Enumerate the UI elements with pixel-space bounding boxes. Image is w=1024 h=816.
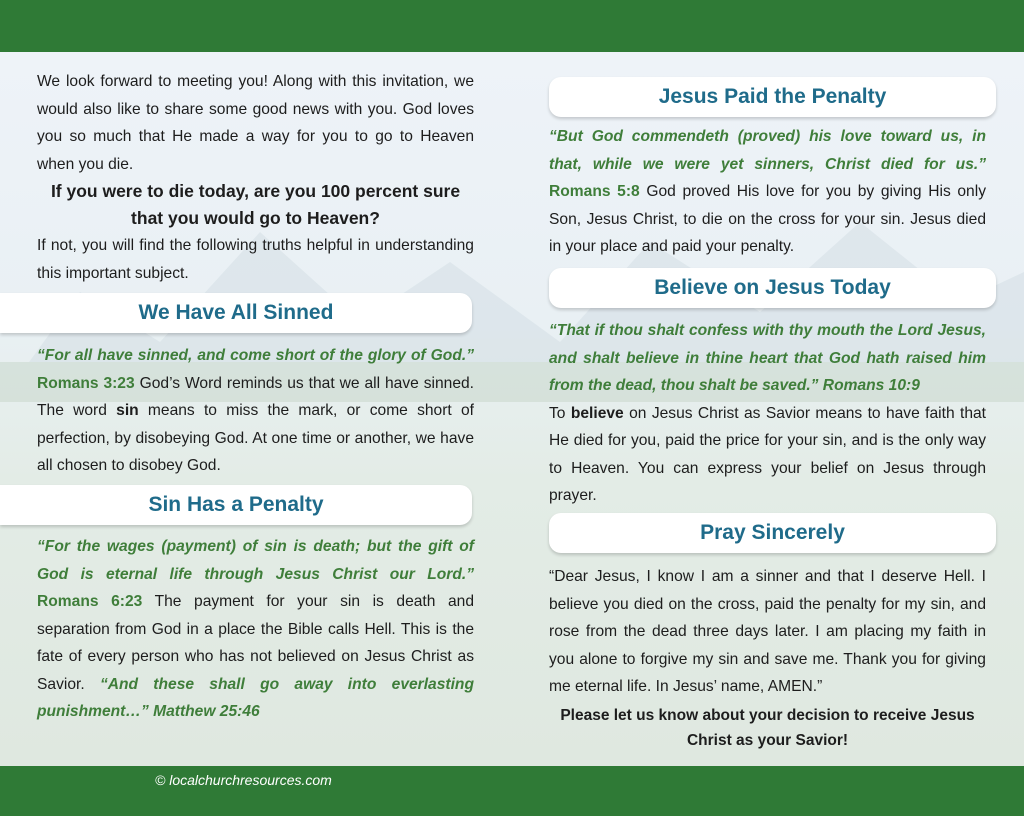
intro-block bbox=[37, 68, 474, 287]
section-heading-believe: Believe on Jesus Today bbox=[549, 268, 996, 308]
section-heading-sinned: We Have All Sinned bbox=[0, 293, 472, 333]
copyright-text: © localchurchresources.com bbox=[155, 772, 332, 788]
body-text: on Jesus Christ as Savior means to have faith that He died for you, paid the price for your sin, and is the only way to Heaven. You can express your belief on Jesus through prayer. bbox=[549, 404, 986, 504]
body-text: God’s Word reminds us that we all have sinned. The word bbox=[37, 374, 474, 419]
scripture-quote: “That if thou shalt confess with thy mouth the Lord Jesus, and shalt believe in thine heart that God hath raised him from the dead, thou shalt be saved.” Romans 10:9 bbox=[549, 322, 986, 394]
section-heading-penalty: Sin Has a Penalty bbox=[0, 485, 472, 525]
scripture-reference: Romans 5:8 bbox=[549, 183, 640, 200]
scripture-quote: “But God commendeth (proved) his love toward us, in that, while we were yet sinners, Christ died for us.” bbox=[549, 128, 986, 173]
body-text: God proved His love for you by giving His only Son, Jesus Christ, to die on the cross for your sin. Jesus died in your place and paid your penalty. bbox=[549, 183, 986, 255]
scripture-reference: Romans 6:23 bbox=[37, 593, 143, 610]
prayer-text: “Dear Jesus, I know I am a sinner and that I deserve Hell. I believe you died on the cross, paid the penalty for my sin, and rose from the dead three days later. I am placing my faith in you alone to forgive my sin and save me. Thank you for giving me eternal life. In Jesus’ name, AMEN.” bbox=[549, 568, 986, 695]
intro-followup: If not, you will find the following truths helpful in understanding this important subject. bbox=[37, 237, 474, 282]
body-text: The payment for your sin is death and separation from God in a place the Bible calls Hell. This is the fate of every person who has not believed on Jesus Christ as Savior. bbox=[37, 593, 474, 693]
bold-word: believe bbox=[570, 404, 624, 422]
scripture-reference: Romans 3:23 bbox=[37, 374, 135, 392]
intro-question: If you were to die today, are you 100 percent sure that you would go to Heaven? bbox=[50, 181, 461, 228]
body-text: means to miss the mark, or come short of perfection, by disobeying God. At one time or another, we have all chosen to disobey God. bbox=[37, 402, 474, 474]
closing-request: Please let us know about your decision to receive Jesus Christ as your Savior! bbox=[560, 706, 975, 749]
section-penalty-body bbox=[37, 533, 474, 726]
section-paid-body bbox=[549, 123, 986, 261]
top-band bbox=[0, 0, 1024, 52]
scripture-quote: “For the wages (payment) of sin is death; but the gift of God is eternal life through Jesus Christ our Lord.” bbox=[37, 538, 474, 583]
section-pray-body bbox=[549, 563, 986, 753]
scripture-quote: “For all have sinned, and come short of the glory of God.” bbox=[37, 347, 474, 364]
section-believe-body bbox=[549, 317, 986, 510]
body-text: To bbox=[549, 404, 571, 422]
bold-word: sin bbox=[116, 402, 139, 419]
scripture-quote-2: “And these shall go away into everlasting punishment…” Matthew 25:46 bbox=[37, 675, 474, 720]
section-heading-paid: Jesus Paid the Penalty bbox=[549, 77, 996, 117]
section-heading-pray: Pray Sincerely bbox=[549, 513, 996, 553]
section-sinned-body bbox=[37, 342, 474, 480]
bottom-band bbox=[0, 766, 1024, 816]
intro-paragraph: We look forward to meeting you! Along with this invitation, we would also like to share some good news with you. God loves you so much that He made a way for you to go to Heaven when you die. bbox=[37, 73, 474, 173]
